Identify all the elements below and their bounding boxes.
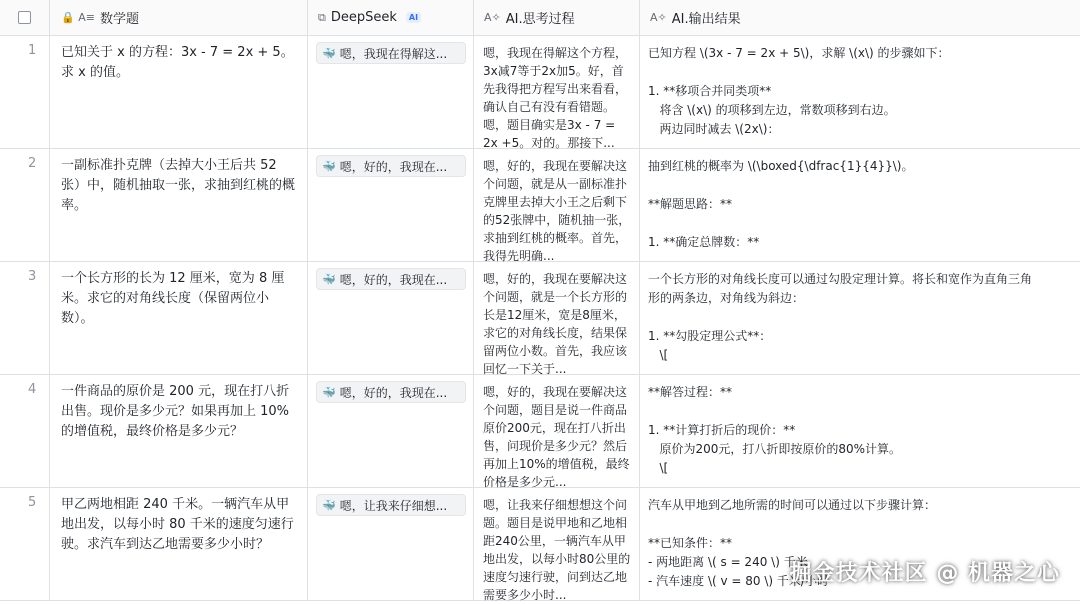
output-line: 将含 \(x\) 的项移到左边，常数项移到右边。 — [648, 103, 896, 117]
output-line — [648, 515, 1070, 534]
deepseek-whale-icon: 🐳 — [322, 159, 336, 173]
output-line: 1. **计算打折后的现价：** — [648, 423, 796, 437]
deepseek-chip-text: 嗯，我现在得解这... — [339, 46, 448, 61]
deepseek-cell[interactable] — [308, 488, 474, 600]
ai-text-field-icon: A✧ — [650, 11, 667, 24]
thinking-cell[interactable] — [474, 375, 640, 487]
thinking-text: 嗯，好的，我现在要解决这个问题，就是从一副标准扑克牌里去掉大小王之后剩下的52张牌中，随机抽一张，求抽到红桃的概率。首先，我得先明确... — [483, 159, 631, 263]
output-line: 形的两条边，对角线为斜边： — [648, 291, 805, 305]
output-line: 1. **确定总牌数：** — [648, 235, 760, 249]
output-line: **解题思路：** — [648, 197, 733, 211]
output-line: \[ — [648, 348, 669, 362]
output-line: \[ — [648, 461, 669, 475]
deepseek-whale-icon: 🐳 — [322, 385, 336, 399]
column-title-deepseek: DeepSeek — [330, 10, 397, 25]
output-line: - 两地距离 \( s = 240 \) 千米 — [648, 555, 808, 569]
question-text: 甲乙两地相距 240 千米。一辆汽车从甲地出发，以每小时 80 千米的速度匀速行驶。求汽车到达乙地需要多少小时？ — [61, 497, 294, 552]
deepseek-chip-text: 嗯，好的，我现在... — [339, 385, 448, 400]
row-index: 2 — [0, 149, 50, 261]
thinking-text: 嗯，我现在得解这个方程，3x减7等于2x加5。好，首先我得把方程写出来看看，确认自己有没有看错题。嗯，题目确实是3x - 7 = 2x +5。对的。那接下... — [483, 46, 628, 150]
deepseek-cell[interactable] — [308, 36, 474, 148]
deepseek-record-chip[interactable] — [316, 155, 466, 177]
table-row[interactable] — [0, 262, 1080, 375]
question-cell[interactable] — [50, 488, 308, 600]
thinking-cell[interactable] — [474, 149, 640, 261]
question-text: 已知关于 x 的方程：3x - 7 = 2x + 5。求 x 的值。 — [61, 45, 294, 80]
row-index: 3 — [0, 262, 50, 374]
output-line: 两边同时减去 \(2x\)： — [648, 122, 780, 136]
column-header-question[interactable] — [50, 0, 308, 35]
output-line — [648, 214, 1070, 233]
deepseek-cell[interactable] — [308, 262, 474, 374]
output-cell[interactable] — [640, 149, 1080, 261]
deepseek-record-chip[interactable] — [316, 381, 466, 403]
deepseek-whale-icon: 🐳 — [322, 46, 336, 60]
output-line — [648, 402, 1070, 421]
deepseek-record-chip[interactable] — [316, 268, 466, 290]
deepseek-cell[interactable] — [308, 149, 474, 261]
thinking-text: 嗯，好的，我现在要解决这个问题，题目是说一件商品原价200元，现在打八折出售，问现价是多少元？然后再加上10%的增值税，最终价格是多少元... — [483, 385, 630, 489]
row-index: 1 — [0, 36, 50, 148]
table-row[interactable] — [0, 36, 1080, 149]
ai-text-field-icon: A✧ — [484, 11, 501, 24]
output-line: 抽到红桃的概率为 \(\boxed{\dfrac{1}{4}}\)。 — [648, 159, 914, 173]
row-index: 4 — [0, 375, 50, 487]
output-line: **已知条件：** — [648, 536, 733, 550]
output-line — [648, 63, 1070, 82]
deepseek-whale-icon: 🐳 — [322, 498, 336, 512]
link-field-icon: ⧉ — [318, 10, 326, 24]
output-line: 1. **勾股定理公式**： — [648, 329, 772, 343]
column-header-deepseek[interactable] — [308, 0, 474, 35]
output-line — [648, 308, 1070, 327]
output-cell[interactable] — [640, 262, 1080, 374]
thinking-cell[interactable] — [474, 36, 640, 148]
output-line: 原价为200元，打八折即按原价的80%计算。 — [648, 442, 902, 456]
table-header — [0, 0, 1080, 36]
select-all-cell — [0, 0, 50, 35]
output-line: **解答过程：** — [648, 385, 733, 399]
deepseek-chip-text: 嗯，让我来仔细想... — [339, 498, 448, 513]
output-line: - 汽车速度 \( v = 80 \) 千米/小时 — [648, 574, 829, 588]
question-text: 一个长方形的长为 12 厘米，宽为 8 厘米。求它的对角线长度（保留两位小数）。 — [61, 271, 285, 326]
column-header-thinking[interactable] — [474, 0, 640, 35]
ai-badge: AI — [406, 12, 421, 23]
select-all-checkbox[interactable] — [18, 11, 31, 24]
column-title-output: AI.输出结果 — [671, 12, 741, 27]
column-title-question: 数学题 — [99, 12, 139, 27]
output-line: 一个长方形的对角线长度可以通过勾股定理计算。将长和宽作为直角三角 — [648, 272, 1033, 286]
question-cell[interactable] — [50, 36, 308, 148]
deepseek-record-chip[interactable] — [316, 494, 466, 516]
question-cell[interactable] — [50, 375, 308, 487]
watermark: 掘金技术社区 @ 机器之心 — [789, 561, 1060, 586]
column-title-thinking: AI.思考过程 — [505, 12, 575, 27]
thinking-cell[interactable] — [474, 262, 640, 374]
output-line: 汽车从甲地到乙地所需的时间可以通过以下步骤计算： — [648, 498, 937, 512]
output-line: 已知方程 \(3x - 7 = 2x + 5\)，求解 \(x\) 的步骤如下： — [648, 46, 950, 60]
deepseek-record-chip[interactable] — [316, 42, 466, 64]
output-cell[interactable] — [640, 36, 1080, 148]
row-index: 5 — [0, 488, 50, 600]
thinking-text: 嗯，让我来仔细想想这个问题。题目是说甲地和乙地相距240公里，一辆汽车从甲地出发，以每小时80公里的速度匀速行驶，问到达乙地需要多少小时... — [483, 498, 631, 602]
deepseek-chip-text: 嗯，好的，我现在... — [339, 272, 448, 287]
output-line — [648, 176, 1070, 195]
question-cell[interactable] — [50, 262, 308, 374]
thinking-cell[interactable] — [474, 488, 640, 600]
deepseek-cell[interactable] — [308, 375, 474, 487]
question-text: 一件商品的原价是 200 元，现在打八折出售。现价是多少元？如果再加上 10% 的增值税，最终价格是多少元？ — [61, 384, 290, 439]
lock-text-field-icon: 🔒 A≡ — [61, 11, 95, 24]
output-line: 1. **移项合并同类项** — [648, 84, 772, 98]
table-row[interactable] — [0, 149, 1080, 262]
table-row[interactable] — [0, 375, 1080, 488]
deepseek-whale-icon: 🐳 — [322, 272, 336, 286]
thinking-text: 嗯，好的，我现在要解决这个问题，就是一个长方形的长是12厘米，宽是8厘米，求它的对角线长度，结果保留两位小数。首先，我应该回忆一下关于... — [483, 272, 628, 376]
question-text: 一副标准扑克牌（去掉大小王后共 52 张）中，随机抽取一张，求抽到红桃的概率。 — [61, 158, 296, 213]
column-header-output[interactable] — [640, 0, 1080, 35]
output-cell[interactable] — [640, 375, 1080, 487]
deepseek-chip-text: 嗯，好的，我现在... — [339, 159, 448, 174]
question-cell[interactable] — [50, 149, 308, 261]
